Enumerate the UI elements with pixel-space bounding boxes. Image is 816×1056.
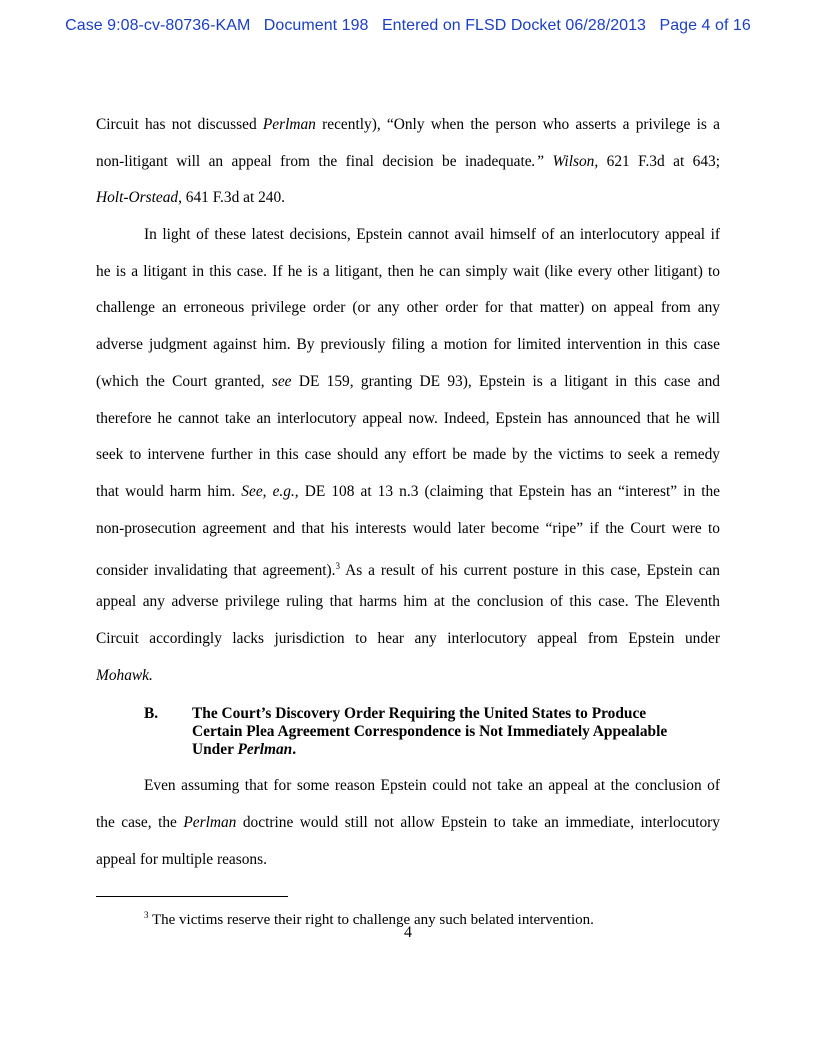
- body-line: consider invalidating that agreement).$^3$ As a result of his current posture in this case, Epstein can: [96, 561, 721, 579]
- footnote-mark: 3: [144, 910, 149, 920]
- section-letter: B.: [144, 705, 159, 722]
- page-number: 4: [404, 924, 412, 941]
- body-line: that would harm him. See, e.g., DE 108 at 13 n.3 (claiming that Epstein has an “interest” in the: [96, 483, 721, 500]
- body-line: (which the Court granted, see DE 159, granting DE 93), Epstein is a litigant in this case and: [96, 373, 720, 390]
- body-line: appeal any adverse privilege ruling that harms him at the conclusion of this case. The Eleventh: [96, 593, 720, 610]
- body-line: adverse judgment against him. By previously filing a motion for limited intervention in this case: [96, 336, 720, 353]
- body-line: non-prosecution agreement and that his interests would later become “ripe” if the Court were to: [96, 520, 720, 537]
- body-line: seek to intervene further in this case should any effort be made by the victims to seek a remedy: [96, 446, 720, 463]
- footnote-ref: 3: [335, 561, 341, 571]
- footnote: $^3$ The victims reserve their right to challenge any such belated intervention.: [144, 910, 594, 928]
- body-line: appeal for multiple reasons.: [96, 851, 267, 868]
- body-line: he is a litigant in this case. If he is a litigant, then he can simply wait (like every other litigant) to: [96, 263, 720, 280]
- section-heading: [144, 705, 720, 761]
- docket-header: Case 9:08-cv-80736-KAM Document 198 Entered on FLSD Docket 06/28/2013 Page 4 of 16: [65, 17, 751, 34]
- body-line: Even assuming that for some reason Epstein could not take an appeal at the conclusion of: [144, 777, 720, 794]
- footnote-divider: [96, 896, 288, 897]
- body-line: non-litigant will an appeal from the final decision be inadequate.” Wilson, 621 F.3d at 643;: [96, 153, 720, 170]
- body-line: Circuit accordingly lacks jurisdiction to hear any interlocutory appeal from Epstein under: [96, 630, 720, 647]
- body-line: challenge an erroneous privilege order (or any other order for that matter) on appeal from any: [96, 299, 720, 316]
- body-line: In light of these latest decisions, Epstein cannot avail himself of an interlocutory appeal if: [144, 226, 720, 243]
- body-line: the case, the Perlman doctrine would still not allow Epstein to take an immediate, interlocutory: [96, 814, 721, 831]
- body-line: Mohawk.: [96, 667, 153, 684]
- body-line: Holt-Orstead, 641 F.3d at 240.: [96, 189, 286, 206]
- section-title: The Court’s Discovery Order Requiring the United States to Produce Certain Plea Agreement Correspondence is Not Immediately Appealable Under Perlman.: [192, 705, 668, 758]
- body-line: Circuit has not discussed Perlman recently), “Only when the person who asserts a privilege is a: [96, 116, 720, 133]
- body-line: therefore he cannot take an interlocutory appeal now. Indeed, Epstein has announced that he will: [96, 410, 720, 427]
